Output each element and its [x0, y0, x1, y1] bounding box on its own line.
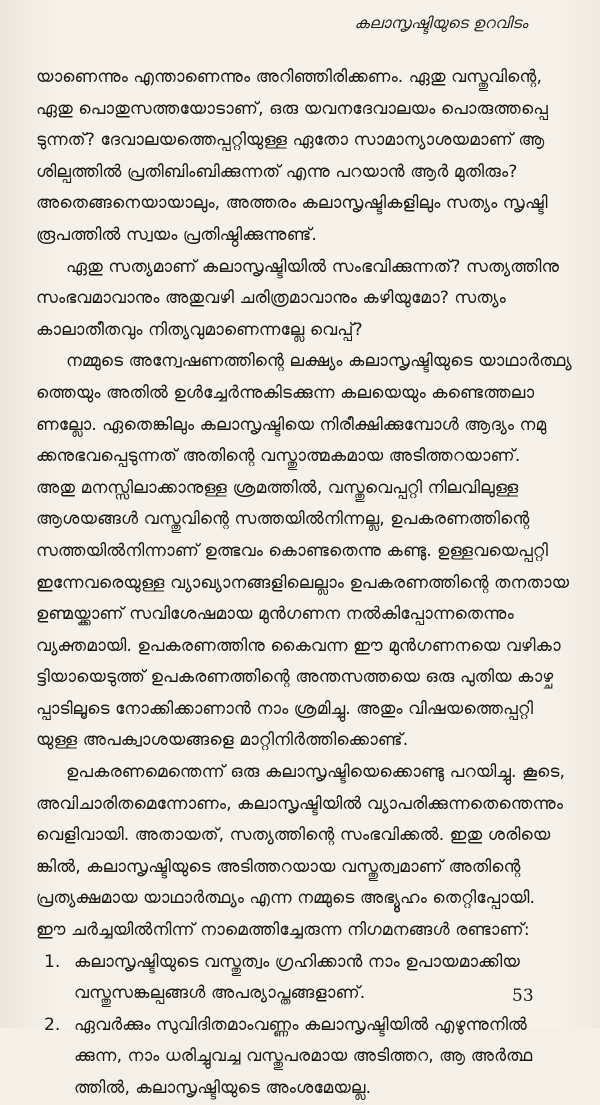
- text-line: ണല്ലോ. ഏതെങ്കിലും കലാസൃഷ്ടിയെ നിരീക്ഷിക്കുമ്പോൾ ആദ്യം നമു: [36, 414, 547, 435]
- text-line: പ്രത്യക്ഷമായ യാഥാർത്ഥ്യം എന്ന നമ്മുടെ അഭ്യൂഹം തെറ്റിപ്പോയി.: [36, 888, 535, 909]
- text-line: ഇന്നേവരെയുള്ള വ്യാഖ്യാനങ്ങളിലെല്ലാം ഉപകരണത്തിന്റെ തനതായ: [36, 572, 570, 593]
- text-line: അതെങ്ങനെയായാലും, അത്തരം കലാസൃഷ്ടികളിലും സത്യം സൃഷ്ടി: [36, 193, 548, 214]
- text-line: ക്കുന്ന, നാം ധരിച്ചുവച്ച വസ്തുപരമായ അടിത്തറ, ആ അർത്ഥ: [74, 1046, 533, 1067]
- list-item: [36, 1010, 572, 1105]
- list-number: 2.: [44, 1014, 61, 1035]
- text-line: കാലാതീതവും നിത്യവുമാണെന്നല്ലേ വെപ്പ്?: [36, 319, 363, 340]
- paragraph-1: [36, 62, 572, 252]
- text-line: ക്കനുഭവപ്പെടുന്നത് അതിന്റെ വസ്തുാത്മകമായ അടിത്തറയാണ്.: [36, 446, 521, 467]
- page-number: 53: [512, 986, 534, 1006]
- text-line: അവിചാരിതമെന്നോണം, കലാസൃഷ്ടിയിൽ വ്യാപരിക്കുന്നതെന്തെന്നും: [36, 793, 564, 814]
- text-line: സത്തയിൽനിന്നാണ് ഉത്ഭവം കൊണ്ടതെന്നു കണ്ടു. ഉള്ളവയെപ്പറ്റി: [36, 540, 549, 561]
- text-line: ഏതു സത്യമാണ് കലാസൃഷ്ടിയിൽ സംഭവിക്കുന്നത്? സത്യത്തിനു: [66, 256, 560, 277]
- text-line: പ്പാടിലൂടെ നോക്കിക്കാണാൻ നാം ശ്രമിച്ചു. അതും വിഷയത്തെപ്പറ്റി: [36, 698, 534, 719]
- text-line: ട്ടിയായെടുത്ത് ഉപകരണത്തിന്റെ അന്തസത്തയെ ഒരു പുതിയ കാഴ്ച: [36, 667, 554, 688]
- list-number: 1.: [44, 951, 61, 972]
- list-item: [36, 947, 572, 1010]
- text-line: കലാസൃഷ്ടിയുടെ വസ്തുത്വം ഗ്രഹിക്കാൻ നാം ഉപായമാക്കിയ: [74, 951, 520, 972]
- text-line: യുള്ള അപക്വാശയങ്ങളെ മാറ്റിനിർത്തിക്കൊണ്ട്.: [36, 730, 409, 751]
- conclusions-list: [36, 947, 572, 1105]
- text-line: യാണെന്നും എന്താണെന്നും അറിഞ്ഞിരിക്കണം. ഏതു വസ്തുവിന്റെ,: [36, 67, 542, 87]
- text-line: ങ്കിൽ, കലാസൃഷ്ടിയുടെ അടിത്തറയായ വസ്തുത്വമാണ് അതിന്റെ: [36, 856, 521, 877]
- text-line: ടുന്നത്? ദേവാലയത്തെപ്പറ്റിയുള്ള ഏതോ സാമാന്യാശയമാണ് ആ: [36, 130, 545, 151]
- text-line: രൂപത്തിൽ സ്വയം പ്രതിഷ്ഠിക്കുന്നുണ്ട്.: [36, 224, 317, 245]
- paragraph-3: [36, 346, 572, 757]
- text-line: സംഭവമാവാനും അതുവഴി ചരിത്രമാവാനും കഴിയുമോ? സത്യം: [36, 288, 506, 309]
- text-line: നമ്മുടെ അന്വേഷണത്തിന്റെ ലക്ഷ്യം കലാസൃഷ്ടിയുടെ യാഥാർത്ഥ്യ: [66, 351, 572, 372]
- text-line: വ്യക്തമായി. ഉപകരണത്തിനു കൈവന്ന ഈ മുൻഗണനയെ വഴികാ: [36, 635, 561, 656]
- text-line: ത്തെയും അതിൽ ഉൾച്ചേർന്നുകിടക്കുന്ന കലയെയും കണ്ടെത്തലാ: [36, 382, 535, 403]
- body-text: [36, 62, 572, 1105]
- text-line: അതു മനസ്സിലാക്കാനുള്ള ശ്രമത്തിൽ, വസ്തുവെപ്പറ്റി നിലവിലുള്ള: [36, 477, 519, 498]
- text-line: ഉണ്മയ്ക്കാണ് സവിശേഷമായ മുൻഗണന നൽകിപ്പോന്നതെന്നും: [36, 604, 514, 625]
- text-line: വെളിവായി. അതായത്, സത്യത്തിന്റെ സംഭവിക്കൽ. ഇതു ശരിയെ: [36, 825, 551, 846]
- paragraph-2: [36, 252, 572, 347]
- running-header: കലാസൃഷ്ടിയുടെ ഉറവിടം: [354, 14, 528, 32]
- text-line: ത്തിൽ, കലാസൃഷ്ടിയുടെ അംശമേയല്ല.: [74, 1078, 372, 1098]
- text-line: ശില്പത്തിൽ പ്രതിബിംബിക്കുന്നത് എന്നു പറയാൻ ആർ മുതിരും?: [36, 161, 518, 182]
- text-line: ഏതു പൊതുസത്തയോടാണ്, ഒരു യവനദേവാലയം പൊരുത്തപ്പെ: [36, 98, 548, 119]
- text-line: ആശയങ്ങൾ വസ്തുവിന്റെ സത്തയിൽനിന്നല്ല, ഉപകരണത്തിന്റെ: [36, 509, 530, 530]
- text-line: വസ്തുസങ്കല്പങ്ങൾ അപര്യാപ്തങ്ങളാണ്.: [74, 983, 366, 1004]
- paragraph-4: [36, 757, 572, 947]
- text-line: ഈ ചർച്ചയിൽനിന്ന് നാമെത്തിച്ചേരുന്ന നിഗമനങ്ങൾ രണ്ടാണ്:: [36, 920, 530, 941]
- text-line: ഉപകരണമെന്തെന്ന് ഒരു കലാസൃഷ്ടിയെക്കൊണ്ടു പറയിച്ചു. കൂടെ,: [66, 762, 565, 783]
- text-line: ഏവർക്കും സുവിദിതമാംവണ്ണം കലാസൃഷ്ടിയിൽ എഴുന്നുനിൽ: [74, 1014, 528, 1035]
